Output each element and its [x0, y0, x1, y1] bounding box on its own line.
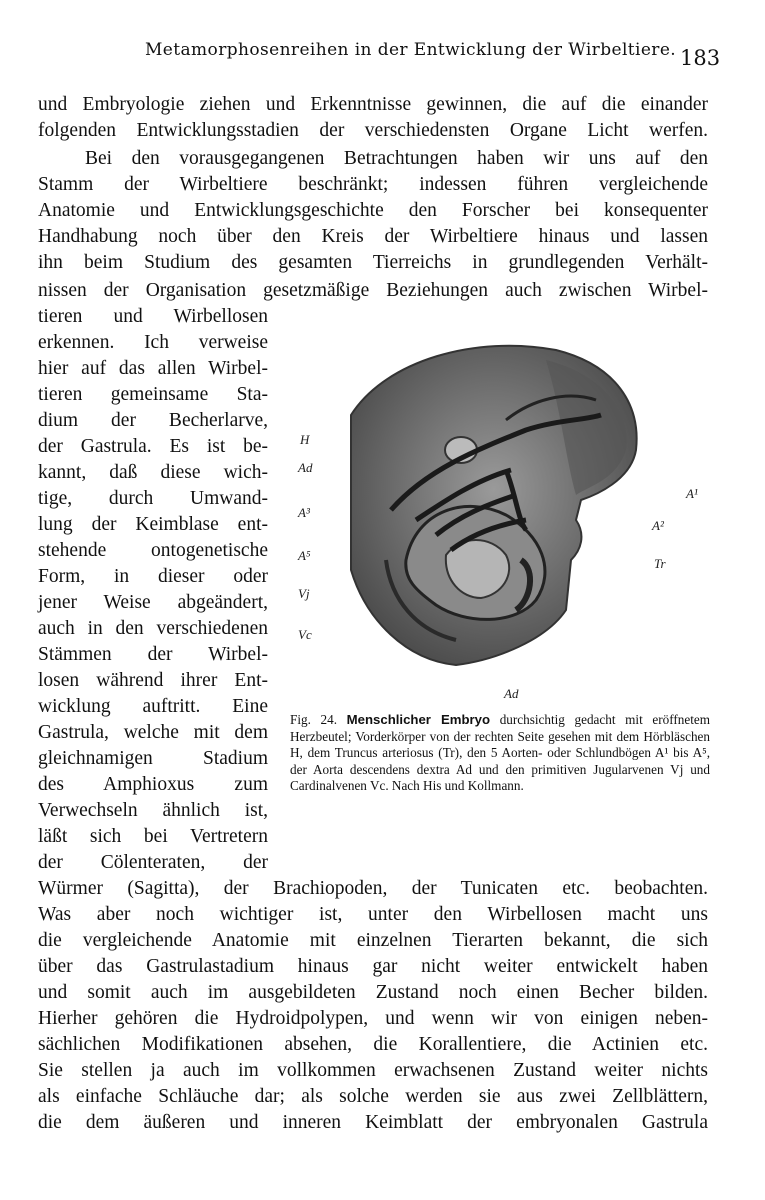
- label-Ad-top: Ad: [298, 460, 313, 475]
- text-line: dium der Becherlarve,: [38, 410, 268, 431]
- page-header: [0, 40, 765, 70]
- text-line: Stämmen der Wirbel-: [38, 644, 268, 665]
- text-line: ihn beim Studium des gesamten Tierreichs in grundlegenden Verhält-: [38, 252, 708, 273]
- text-line: die vergleichende Anatomie mit einzelnen Tierarten bekannt, die sich: [38, 930, 708, 951]
- text-line: Würmer (Sagitta), der Brachiopoden, der Tunicaten etc. beobachten.: [38, 878, 708, 899]
- text-line: auch in den verschiedenen: [38, 618, 268, 639]
- text-line: der Gastrula. Es ist be-: [38, 436, 268, 457]
- text-line: als einfache Schläuche dar; als solche werden sie aus zwei Zellblättern,: [38, 1086, 708, 1107]
- text-line: gleichnamigen Stadium: [38, 748, 268, 769]
- text-line: und Embryologie ziehen und Erkenntnisse gewinnen, die auf die einander: [38, 94, 708, 115]
- text-line: tieren gemeinsame Sta-: [38, 384, 268, 405]
- text-line: nissen der Organisation gesetzmäßige Beziehungen auch zwischen Wirbel-: [38, 280, 708, 301]
- text-line: wicklung auftritt. Eine: [38, 696, 268, 717]
- caption-text: durchsichtig gedacht mit eröffnetem Herzbeutel; Vorderkörper von der rechten Seite gesehen mit dem Hörbläschen H, dem Truncus arteriosus (Tr), den 5 Aorten- oder Schlundbögen A¹ bis A⁵, der Aorta descendens dextra Ad und den primitiven Jugularvenen Vj und Cardinalvenen Vc. Nach His und Kollmann.: [290, 712, 710, 793]
- label-Vc: Vc: [298, 627, 312, 642]
- text-line: losen während ihrer Ent-: [38, 670, 268, 691]
- text-line: tige, durch Umwand-: [38, 488, 268, 509]
- text-line: Verwechseln ähnlich ist,: [38, 800, 268, 821]
- text-line: Anatomie und Entwicklungsgeschichte den Forscher bei konsequenter: [38, 200, 708, 221]
- label-A1: A¹: [686, 486, 698, 501]
- text-line: der Cölenteraten, der: [38, 852, 268, 873]
- text-line: Form, in dieser oder: [38, 566, 268, 587]
- text-line: Was aber noch wichtiger ist, unter den Wirbellosen macht uns: [38, 904, 708, 925]
- text-line: und somit auch im ausgebildeten Zustand noch einen Becher bilden.: [38, 982, 708, 1003]
- figure-caption: [290, 712, 710, 795]
- text-line: Bei den vorausgegangenen Betrachtungen haben wir uns auf den: [85, 148, 708, 169]
- text-line: folgenden Entwicklungsstadien der verschiedensten Organe Licht werfen.: [38, 120, 708, 141]
- label-Vj: Vj: [298, 586, 310, 601]
- text-line: Sie stellen ja auch im vollkommen erwachsenen Zustand weiter nichts: [38, 1060, 708, 1081]
- text-line: erkennen. Ich verweise: [38, 332, 268, 353]
- label-A2: A²: [652, 518, 664, 533]
- text-line: Stamm der Wirbeltiere beschränkt; indessen führen vergleichende: [38, 174, 708, 195]
- text-line: die dem äußeren und inneren Keimblatt der embryonalen Gastrula: [38, 1112, 708, 1133]
- label-Ad-bottom: Ad: [504, 686, 519, 701]
- label-A3: A³: [298, 505, 310, 520]
- label-Tr: Tr: [654, 556, 666, 571]
- text-line: jener Weise abgeändert,: [38, 592, 268, 613]
- text-line: kannt, daß diese wich-: [38, 462, 268, 483]
- text-line: stehende ontogenetische: [38, 540, 268, 561]
- caption-fig-number: Fig. 24.: [290, 712, 338, 727]
- text-line: Handhabung noch über den Kreis der Wirbeltiere hinaus und lassen: [38, 226, 708, 247]
- text-line: hier auf das allen Wirbel-: [38, 358, 268, 379]
- label-A5: A⁵: [298, 548, 311, 563]
- text-line: lung der Keimblase ent-: [38, 514, 268, 535]
- text-line: läßt sich bei Vertretern: [38, 826, 268, 847]
- text-line: Hierher gehören die Hydroidpolypen, und wenn wir von einigen neben-: [38, 1008, 708, 1029]
- embryo-illustration: [296, 320, 716, 710]
- embryo-figure: [296, 320, 716, 710]
- running-head: Metamorphosenreihen in der Entwicklung der Wirbeltiere.: [145, 40, 677, 60]
- page-number: 183: [680, 46, 721, 70]
- text-line: des Amphioxus zum: [38, 774, 268, 795]
- caption-title: Menschlicher Embryo: [346, 712, 491, 727]
- text-line: sächlichen Modifikationen absehen, die Korallentiere, die Actinien etc.: [38, 1034, 708, 1055]
- text-line: über das Gastrulastadium hinaus gar nicht weiter entwickelt haben: [38, 956, 708, 977]
- label-H: H: [300, 432, 310, 447]
- text-line: Gastrula, welche mit dem: [38, 722, 268, 743]
- text-line: tieren und Wirbellosen: [38, 306, 268, 327]
